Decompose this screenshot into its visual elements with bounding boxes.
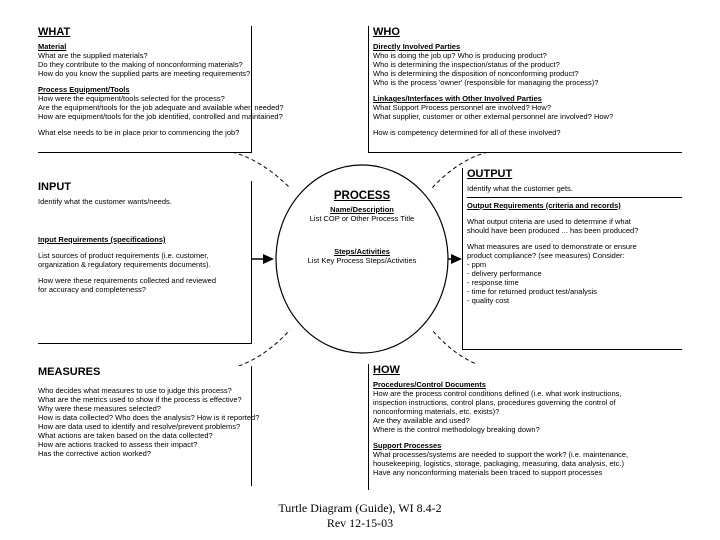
measures-line: Why were these measures selected? xyxy=(38,404,161,413)
input-how-line: How were these requirements collected and reviewed xyxy=(38,276,217,285)
what-equipment-line: Are the equipment/tools for the job adequate and available when needed? xyxy=(38,103,284,112)
output-requirements-heading: Output Requirements (criteria and records) xyxy=(467,197,682,210)
input-requirements-heading: Input Requirements (specifications) xyxy=(38,235,166,244)
what-equipment-line: How are equipment/tools for the job identified, controlled and maintained? xyxy=(38,112,283,121)
what-equipment-line: How were the equipment/tools selected for the process? xyxy=(38,94,225,103)
linkages-heading: Linkages/Interfaces with Other Involved Parties xyxy=(373,94,542,103)
output-arrow-head xyxy=(451,254,462,264)
output-criteria-line: should have been produced ... has been produced? xyxy=(467,226,639,235)
how-box xyxy=(368,364,682,490)
what-title: WHAT xyxy=(38,26,71,38)
output-criteria-line: What output criteria are used to determine if what xyxy=(467,217,631,226)
who-box xyxy=(368,26,682,153)
output-measures-line: - quality cost xyxy=(467,296,510,305)
input-intro: Identify what the customer wants/needs. xyxy=(38,197,172,206)
output-measures-line: - response time xyxy=(467,278,519,287)
process-name-line: List COP or Other Process Title xyxy=(309,214,415,223)
output-measures-line: - time for returned product test/analysis xyxy=(467,287,598,296)
parties-heading: Directly Involved Parties xyxy=(373,42,461,51)
how-support-line: housekeeping, logistics, storage, packaging, measuring, data analysis, etc.) xyxy=(373,459,624,468)
how-support-line: What processes/systems are needed to support the work? (i.e. maintenance, xyxy=(373,450,629,459)
what-material-line: What are the supplied materials? xyxy=(38,51,148,60)
output-measures-line: - ppm xyxy=(467,260,487,269)
how-proc-line: inspection instructions, control plans, procedures governing the control of xyxy=(373,398,616,407)
how-proc-line: nonconforming materials, etc. exists)? xyxy=(373,407,500,416)
process-name-heading: Name/Description xyxy=(330,205,394,214)
input-how-line: for accuracy and completeness? xyxy=(38,285,146,294)
what-box xyxy=(38,26,284,153)
what-material-line: How do you know the supplied parts are meeting requirements? xyxy=(38,69,251,78)
output-box xyxy=(462,168,682,350)
measures-line: How is data collected? Who does the analysis? How is it reported? xyxy=(38,413,260,422)
output-measures-line: What measures are used to demonstrate or ensure xyxy=(467,242,637,251)
what-extra-line: What else needs to be in place prior to commencing the job? xyxy=(38,128,240,137)
measures-line: What actions are taken based on the data collected? xyxy=(38,431,213,440)
process-title: PROCESS xyxy=(333,190,391,202)
how-proc-line: Where is the control methodology breaking down? xyxy=(373,425,540,434)
who-linkages-line: What supplier, customer or other external personnel are involved? How? xyxy=(373,112,614,121)
measures-line: Who decides what measures to use to judge this process? xyxy=(38,386,232,395)
who-parties-line: Who is determining the disposition of nonconforming product? xyxy=(373,69,579,78)
measures-line: Has the corrective action worked? xyxy=(38,449,151,458)
output-intro: Identify what the customer gets. xyxy=(467,184,573,193)
process-steps-heading: Steps/Activities xyxy=(334,247,390,256)
input-title: INPUT xyxy=(38,181,71,193)
how-proc-line: How are the process control conditions defined (i.e. what work instructions, xyxy=(373,389,622,398)
what-material-line: Do they contribute to the making of nonconforming materials? xyxy=(38,60,243,69)
input-req-line: List sources of product requirements (i.e. customer, xyxy=(38,251,209,260)
who-linkages-line: What Support Process personnel are involved? How? xyxy=(373,103,552,112)
measures-line: What are the metrics used to show if the process is effective? xyxy=(38,395,242,404)
procedures-heading: Procedures/Control Documents xyxy=(373,380,486,389)
support-processes-heading: Support Processes xyxy=(373,441,442,450)
input-box xyxy=(38,181,252,344)
how-support-line: Have any nonconforming materials been traced to support processes xyxy=(373,468,603,477)
output-title: OUTPUT xyxy=(467,168,513,180)
how-proc-line: Are they available and used? xyxy=(373,416,470,425)
who-parties-line: Who is determining the inspection/status of the product? xyxy=(373,60,560,69)
output-measures-line: - delivery performance xyxy=(467,269,542,278)
material-heading: Material xyxy=(38,42,67,51)
who-extra-line: How is competency determined for all of these involved? xyxy=(373,128,561,137)
input-req-line: organization & regulatory requirements documents). xyxy=(38,260,211,269)
measures-line: How are data used to identify and resolve/prevent problems? xyxy=(38,422,241,431)
output-measures-line: product compliance? (see measures) Consider: xyxy=(467,251,625,260)
footer-title: Turtle Diagram (Guide), WI 8.4-2 xyxy=(278,501,442,515)
process-steps-line: List Key Process Steps/Activities xyxy=(307,256,417,265)
how-title: HOW xyxy=(373,364,400,376)
equipment-heading: Process Equipment/Tools xyxy=(38,85,130,94)
footer-revision: Rev 12-15-03 xyxy=(326,516,394,530)
measures-box xyxy=(38,366,260,486)
measures-line: How are actions tracked to assess their impact? xyxy=(38,440,198,449)
who-title: WHO xyxy=(373,26,400,38)
input-arrow-head xyxy=(263,254,274,264)
who-parties-line: Who is the process 'owner' (responsible for managing the process)? xyxy=(373,78,599,87)
who-parties-line: Who is doing the job up? Who is producing product? xyxy=(373,51,547,60)
measures-title: MEASURES xyxy=(38,366,101,378)
